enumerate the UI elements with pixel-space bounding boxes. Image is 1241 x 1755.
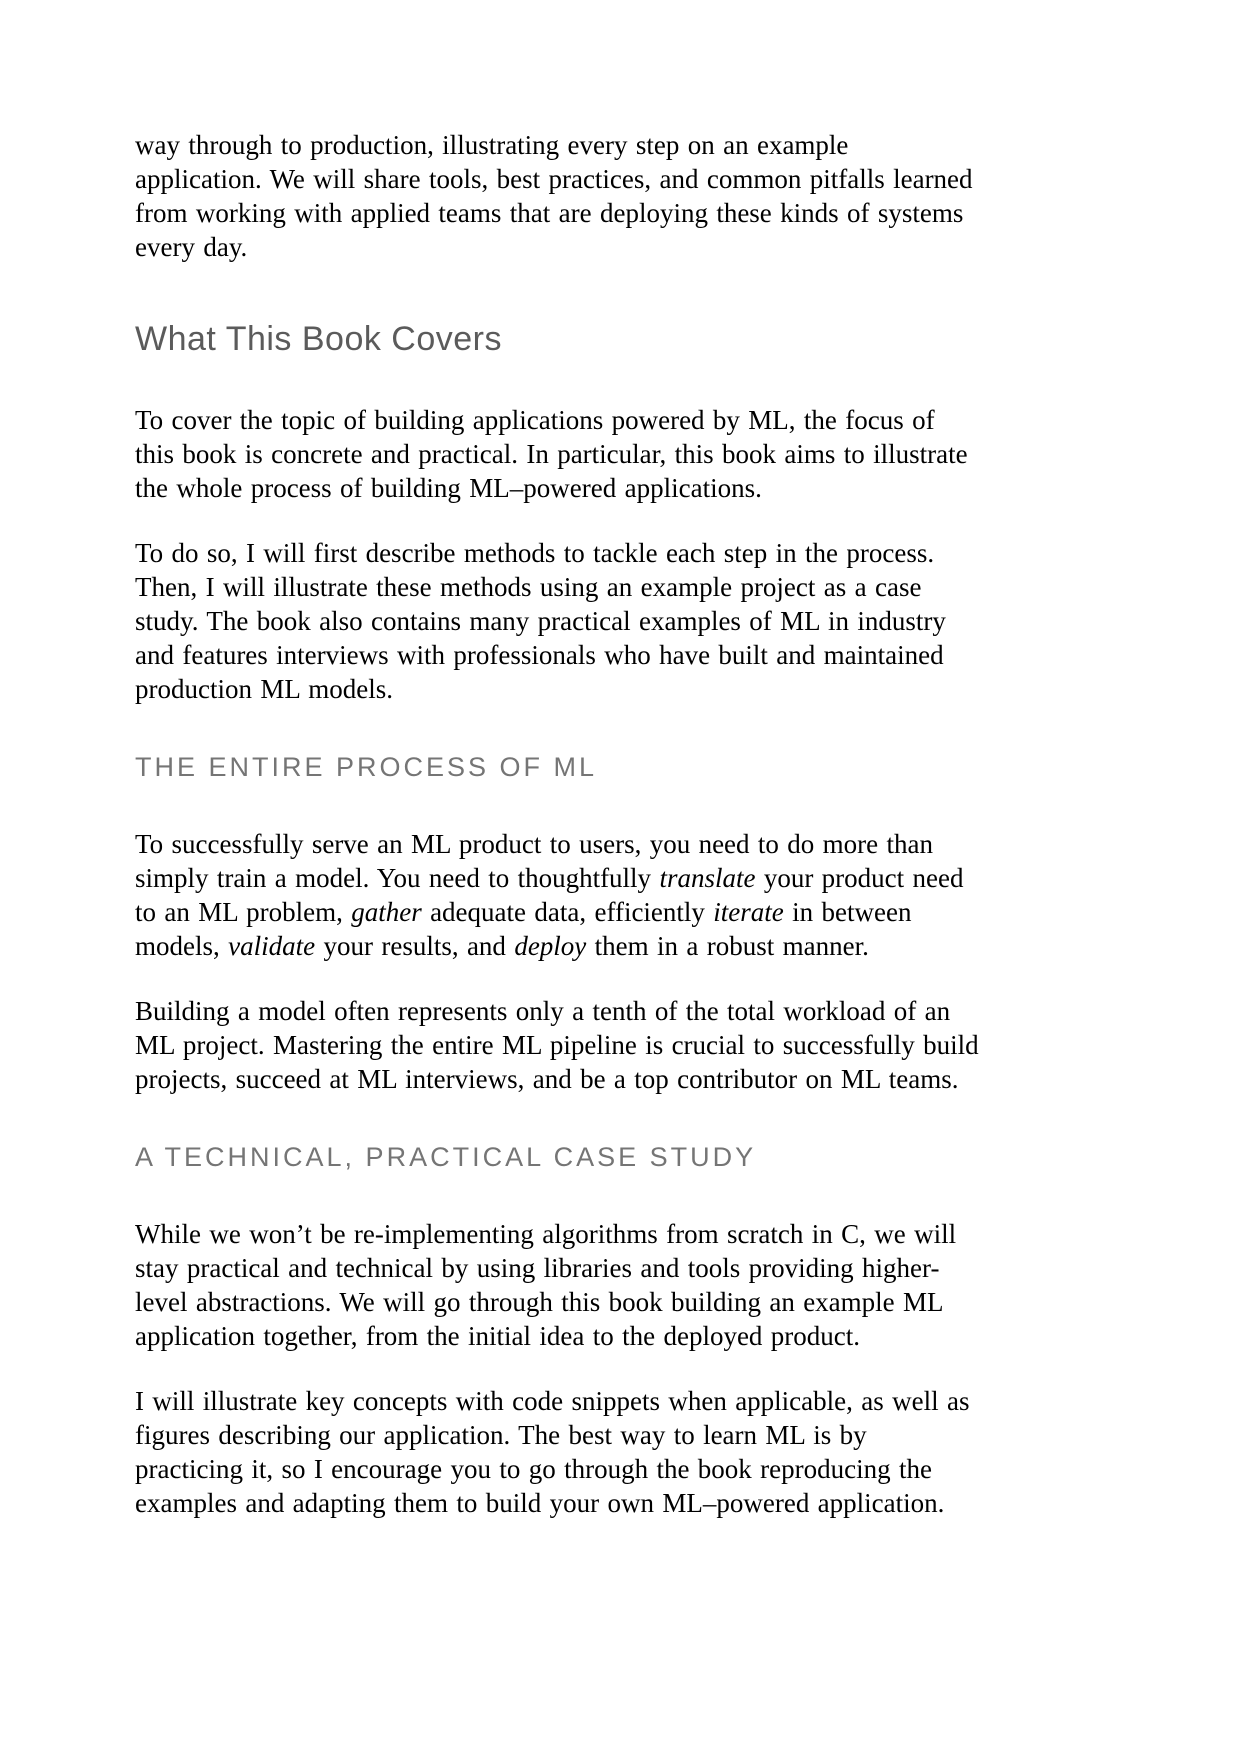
paragraph-book-focus: To cover the topic of building applications powered by ML, the focus of this book is concrete and practical. In particular, this book aims to illustrate the whole process of building ML–powered applications.: [135, 405, 968, 503]
paragraph-intro: way through to production, illustrating every step on an example application. We will share tools, best practices, and common pitfalls learned from working with applied teams that are deploying these kinds of systems every day.: [135, 130, 973, 262]
text-segment: in between models,: [135, 897, 912, 961]
section-heading-what-this-book-covers: What This Book Covers: [135, 320, 503, 358]
italic-validate: validate: [228, 931, 316, 961]
italic-translate: translate: [659, 863, 756, 893]
subsection-heading-technical-practical-case-study: A TECHNICAL, PRACTICAL CASE STUDY: [135, 1142, 757, 1172]
italic-deploy: deploy: [514, 931, 587, 961]
text-segment: To successfully serve an ML product to users, you need to do more than simply train a model. You need to thoughtfully: [135, 829, 933, 893]
paragraph-practical-technical: While we won’t be re-implementing algorithms from scratch in C, we will stay practical and technical by using libraries and tools providing higher-level abstractions. We will go through this book building an example ML application together, from the initial idea to the deployed product.: [135, 1219, 957, 1351]
text-segment: your product need to an ML problem,: [135, 863, 964, 927]
paragraph-ml-process: [135, 827, 981, 963]
italic-iterate: iterate: [713, 897, 784, 927]
text-segment: your results, and: [315, 931, 515, 961]
text-segment: adequate data, efficiently: [421, 897, 714, 927]
paragraph-ml-pipeline: Building a model often represents only a tenth of the total workload of an ML project. Mastering the entire ML pipeline is crucial to successfully build projects, succeed at ML interviews, and be a top contributor on ML teams.: [135, 996, 979, 1094]
paragraph-methods-case-study: To do so, I will first describe methods to tackle each step in the process. Then, I will illustrate these methods using an example project as a case study. The book also contains many practical examples of ML in industry and features interviews with professionals who have built and maintained production ML models.: [135, 538, 946, 704]
text-segment: them in a robust manner.: [586, 931, 869, 961]
paragraph-code-snippets: I will illustrate key concepts with code snippets when applicable, as well as figures describing our application. The best way to learn ML is by practicing it, so I encourage you to go through the book reproducing the examples and adapting them to build your own ML–powered application.: [135, 1386, 970, 1518]
subsection-heading-entire-process-of-ml: THE ENTIRE PROCESS OF ML: [135, 752, 598, 782]
italic-gather: gather: [351, 897, 422, 927]
